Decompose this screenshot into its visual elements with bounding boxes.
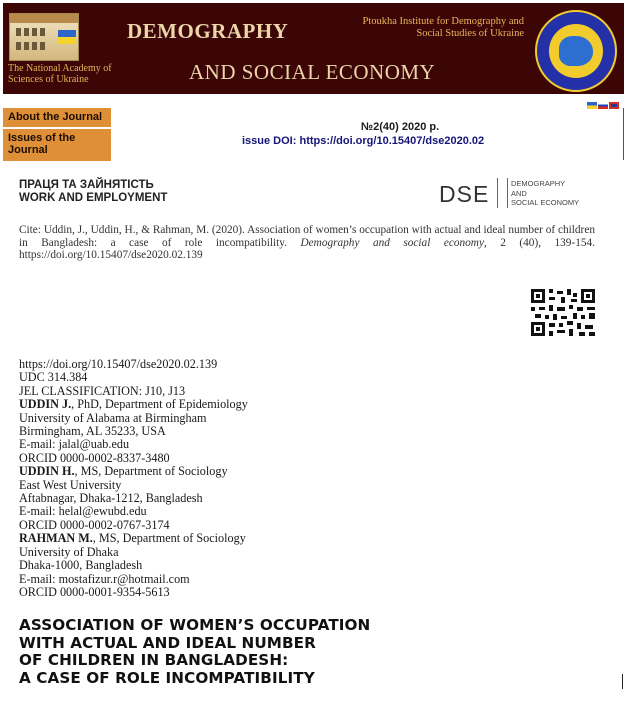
author-address: Aftabnagar, Dhaka-1212, Bangladesh bbox=[19, 491, 203, 506]
issue-doi bbox=[242, 135, 484, 147]
issue-doi-label: issue DOI: bbox=[242, 135, 300, 147]
journal-banner bbox=[3, 3, 624, 94]
author-orcid: ORCID 0000-0002-0767-3174 bbox=[19, 517, 170, 532]
author-email[interactable]: E-mail: helal@ewubd.edu bbox=[19, 504, 147, 519]
article-title-line: ASSOCIATION OF WOMEN’S OCCUPATION bbox=[19, 616, 371, 634]
author-heading: UDDIN H., MS, Department of Sociology bbox=[19, 464, 228, 479]
author-block bbox=[19, 532, 248, 599]
text-cursor bbox=[622, 674, 623, 689]
institute-name: Ptoukha Institute for Demography and Social Studies of Ukraine bbox=[362, 16, 524, 39]
author-orcid: ORCID 0000-0002-8337-3480 bbox=[19, 450, 170, 465]
citation-journal: Demography and social economy bbox=[300, 236, 484, 249]
article-doi[interactable]: https://doi.org/10.15407/dse2020.02.139 bbox=[19, 357, 218, 371]
author-heading: UDDIN J., PhD, Department of Epidemiology bbox=[19, 397, 248, 412]
language-switcher bbox=[586, 96, 619, 104]
author-block bbox=[19, 398, 248, 465]
author-address: Dhaka-1000, Bangladesh bbox=[19, 558, 143, 573]
citation: Cite: Uddin, J., Uddin, H., & Rahman, M. (2020). Association of women’s occupation with actual and ideal number of children in Bangladesh: a case of role incompatibility. Demography and social economy, 2 (40), 139-154. https://doi.org/10.15407/dse2020.02.139 bbox=[19, 224, 595, 261]
author-email[interactable]: E-mail: jalal@uab.edu bbox=[19, 437, 130, 452]
qr-code-icon bbox=[531, 289, 595, 336]
author-name: UDDIN J. bbox=[19, 397, 72, 412]
author-name: UDDIN H. bbox=[19, 464, 75, 479]
author-heading: RAHMAN M., MS, Department of Sociology bbox=[19, 531, 246, 546]
nav-item-about[interactable]: About the Journal bbox=[3, 108, 111, 129]
journal-title-line2: AND SOCIAL ECONOMY bbox=[189, 60, 436, 84]
section-heading-en: WORK AND EMPLOYMENT bbox=[19, 192, 168, 204]
article-title bbox=[19, 617, 370, 687]
academy-building-image bbox=[9, 13, 79, 61]
article-title-line: OF CHILDREN IN BANGLADESH: bbox=[19, 651, 289, 669]
article-title-line: WITH ACTUAL AND IDEAL NUMBER bbox=[19, 633, 316, 652]
issue-doi-link[interactable]: https://doi.org/10.15407/dse2020.02 bbox=[299, 135, 485, 147]
academy-name: The National Academy of Sciences of Ukraine bbox=[8, 63, 112, 85]
divider bbox=[623, 108, 624, 160]
author-affiliation: University of Alabama at Birmingham bbox=[19, 410, 207, 425]
udc: UDC 314.384 bbox=[19, 370, 88, 385]
uk-flag-icon[interactable] bbox=[609, 102, 619, 109]
dse-logo-words: DEMOGRAPHY AND SOCIAL ECONOMY bbox=[511, 179, 580, 207]
journal-title-line1: DEMOGRAPHY bbox=[127, 19, 289, 43]
author-block bbox=[19, 465, 248, 532]
issue-number: №2(40) 2020 р. bbox=[360, 121, 440, 133]
institute-seal-icon bbox=[535, 10, 617, 92]
article-title-line: A CASE OF ROLE INCOMPATIBILITY bbox=[19, 668, 315, 687]
author-address: Birmingham, AL 35233, USA bbox=[19, 424, 166, 439]
author-name: RAHMAN M. bbox=[19, 531, 93, 546]
nav-item-issues[interactable]: Issues of the Journal bbox=[3, 129, 111, 163]
author-affiliation: University of Dhaka bbox=[19, 544, 119, 559]
ukraine-flag-icon bbox=[58, 30, 76, 44]
author-email[interactable]: E-mail: mostafizur.r@hotmail.com bbox=[19, 571, 190, 586]
russia-flag-icon[interactable] bbox=[598, 102, 608, 109]
sidebar-nav bbox=[3, 108, 111, 163]
ukraine-flag-icon[interactable] bbox=[587, 102, 597, 109]
section-heading-ua: ПРАЦЯ ТА ЗАЙНЯТІСТЬ bbox=[19, 179, 154, 191]
section-heading bbox=[19, 179, 167, 205]
dse-logo-mark: DSE bbox=[439, 181, 490, 207]
author-orcid: ORCID 0000-0001-9354-5613 bbox=[19, 584, 170, 599]
jel-classification: JEL CLASSIFICATION: J10, J13 bbox=[19, 383, 186, 398]
article-metadata bbox=[19, 358, 248, 599]
author-affiliation: East West University bbox=[19, 477, 122, 492]
